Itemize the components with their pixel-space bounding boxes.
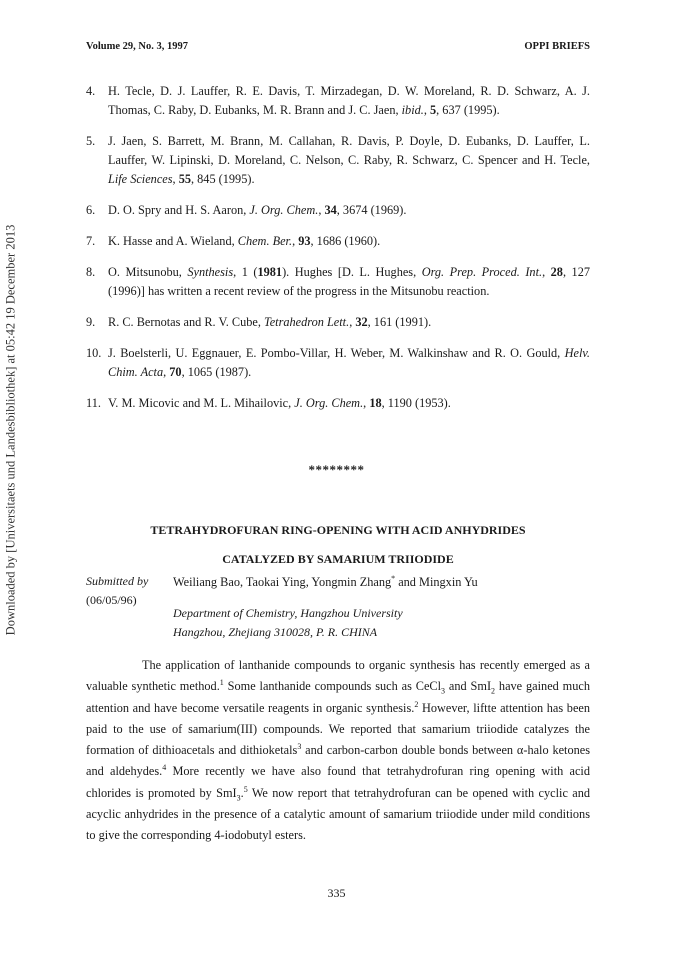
reference-list [86, 82, 590, 425]
reference-text: H. Tecle, D. J. Lauffer, R. E. Davis, T. Mirzadegan, D. W. Moreland, R. D. Schwarz, A. J. Thomas, C. Raby, D. Eubanks, M. R. Brann and J. C. Jaen, ibid., 5, 637 (1995). [108, 84, 590, 117]
running-header [86, 41, 590, 55]
reference-number: 4. [86, 84, 96, 98]
affiliation-line-2: Hangzhou, Zhejiang 310028, P. R. CHINA [173, 625, 378, 639]
reference-number: 8. [86, 265, 96, 279]
affiliation [173, 604, 403, 642]
reference-item [86, 394, 590, 413]
reference-item [86, 232, 590, 251]
reference-text: R. C. Bernotas and R. V. Cube, Tetrahedron Lett., 32, 161 (1991). [108, 315, 432, 329]
reference-text: J. Jaen, S. Barrett, M. Brann, M. Callahan, R. Davis, P. Doyle, D. Eubanks, D. Lauffer, L. Lauffer, W. Lipinski, D. Moreland, C. Nelson, C. Raby, R. Schwarz, C. Spencer and H. Tecle, Life Sciences, 55, 845 (1995). [108, 134, 590, 186]
reference-number: 9. [86, 315, 96, 329]
journal-volume: Volume 29, No. 3, 1997 [86, 41, 188, 52]
reference-text: V. M. Micovic and M. L. Mihailovic, J. Org. Chem., 18, 1190 (1953). [108, 396, 451, 410]
reference-item [86, 313, 590, 332]
article-title [86, 516, 590, 574]
reference-item [86, 201, 590, 220]
reference-text: D. O. Spry and H. S. Aaron, J. Org. Chem., 34, 3674 (1969). [108, 203, 407, 217]
download-watermark [3, 135, 19, 725]
submitted-by-label: Submitted by [86, 574, 149, 588]
affiliation-line-1: Department of Chemistry, Hangzhou University [173, 606, 403, 620]
author-list: Weiliang Bao, Taokai Ying, Yongmin Zhang* and Mingxin Yu [173, 574, 478, 590]
submitted-date: (06/05/96) [86, 593, 137, 607]
reference-text: O. Mitsunobu, Synthesis, 1 (1981). Hughes [D. L. Hughes, Org. Prep. Proced. Int., 28, 127 (1996)] has written a recent review of the progress in the Mitsunobu reaction. [108, 265, 590, 298]
reference-number: 6. [86, 203, 96, 217]
reference-item [86, 132, 590, 189]
page-number: 335 [327, 886, 346, 900]
reference-number: 7. [86, 234, 96, 248]
reference-item [86, 344, 590, 382]
reference-number: 11. [86, 396, 101, 410]
section-separator: ******** [308, 462, 365, 477]
download-watermark-text: Downloaded by [Universitaets und Landesbibliothek] at 05:42 19 December 2013 [3, 224, 18, 636]
reference-text: J. Boelsterli, U. Eggnauer, E. Pombo-Villar, H. Weber, M. Walkinshaw and R. O. Gould, Helv. Chim. Acta, 70, 1065 (1987). [108, 346, 590, 379]
reference-item [86, 263, 590, 301]
article-title-line-1: TETRAHYDROFURAN RING-OPENING WITH ACID ANHYDRIDES [150, 523, 526, 537]
reference-number: 5. [86, 134, 96, 148]
body-paragraph: The application of lanthanide compounds to organic synthesis has recently emerged as a valuable synthetic method.$^1$ Some lanthanide compounds such as CeCl$_3$ and SmI$_2$ have gained much attention and have become versatile reagents in organic synthesis.$^2$ However, liftte attention has been paid to the use of samarium(III) compounds. We reported that samarium triiodide catalyzes the formation of dithioacetals and dithioketals$^3$ and carbon-carbon double bonds between α-halo ketones and aldehydes.$^4$ More recently we have also found that tetrahydrofuran ring opening with acid chlorides is promoted by SmI$_3$.$^5$ We now report that tetrahydrofuran can be opened with cyclic and acyclic anhydrides in the presence of a catalytic amount of samarium triiodide under mild conditions to give the corresponding 4-iodobutyl esters. [86, 658, 591, 843]
reference-number: 10. [86, 346, 102, 360]
section-name: OPPI BRIEFS [524, 41, 590, 52]
article-title-line-2: CATALYZED BY SAMARIUM TRIIODIDE [222, 552, 454, 566]
reference-item [86, 82, 590, 120]
reference-text: K. Hasse and A. Wieland, Chem. Ber., 93, 1686 (1960). [108, 234, 381, 248]
